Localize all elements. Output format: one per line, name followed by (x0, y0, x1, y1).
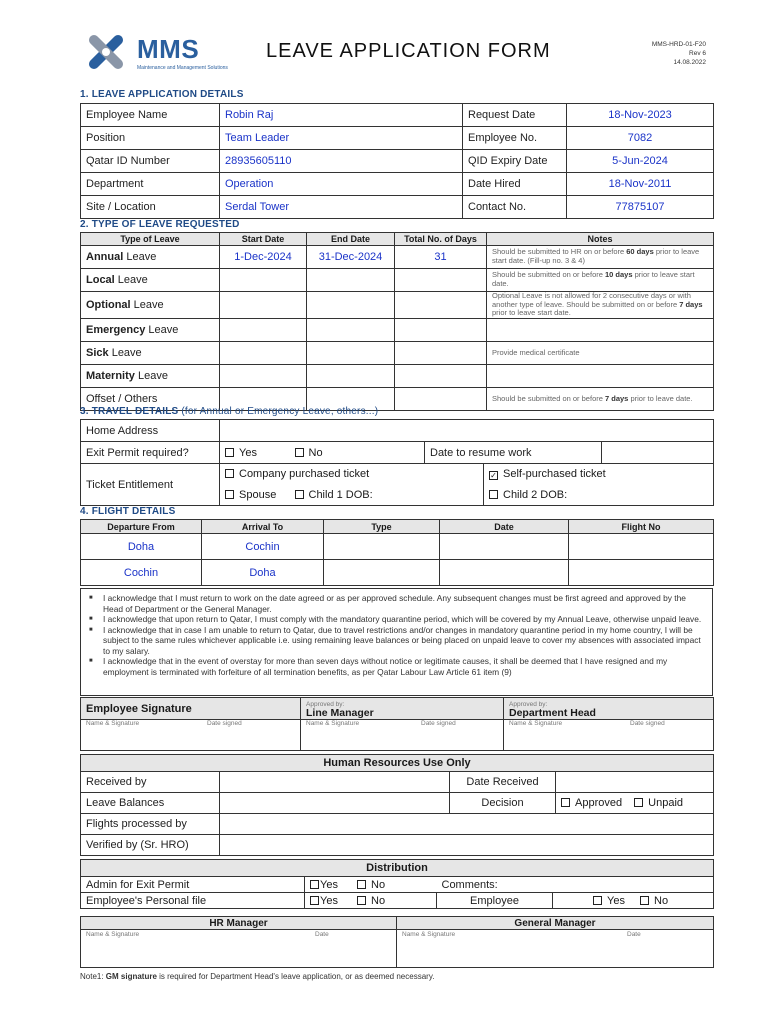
employee-label: Employee (437, 893, 553, 909)
date-signed-label: Date signed (630, 720, 665, 727)
name-signature-label: Name & Signature (509, 720, 563, 727)
detail-value[interactable]: 18-Nov-2023 (567, 104, 714, 127)
note-text: Provide medical certificate (492, 347, 580, 357)
declarations-box (80, 588, 713, 696)
gm-label: General Manager (397, 917, 714, 930)
total-days-cell[interactable] (395, 387, 487, 410)
flight-no-cell[interactable] (569, 534, 714, 560)
leave-type-row (81, 364, 714, 387)
detail-label: Employee No. (463, 127, 567, 150)
logo-subtitle: Maintenance and Management Solutions (137, 65, 228, 71)
name-signature-label: Name & Signature (86, 931, 140, 938)
end-date-cell[interactable] (307, 341, 395, 364)
unpaid-checkbox[interactable] (634, 798, 643, 807)
leave-details-table (80, 103, 714, 219)
leave-note (487, 387, 714, 410)
date-cell[interactable] (440, 560, 569, 586)
start-date-cell[interactable] (220, 364, 307, 387)
col-notes: Notes (487, 233, 714, 246)
leave-note (487, 292, 714, 319)
checkbox[interactable] (295, 490, 304, 499)
leave-type-table (80, 232, 714, 411)
logo-mark-icon (80, 26, 132, 78)
leave-type-name: Emergency (86, 323, 146, 336)
end-date-cell[interactable] (307, 318, 395, 341)
note-text: Optional Leave is not allowed for 2 consecutive days or with another type of leave. Should be submitted on or before (492, 291, 691, 309)
yes-checkbox[interactable] (310, 896, 319, 905)
note-text: prior to leave start date. (Fill-up no. 3 & 4) (492, 247, 700, 265)
leave-type-suffix: Leave (114, 274, 148, 286)
section4-heading: 4. FLIGHT DETAILS (80, 506, 176, 517)
leave-note (487, 341, 714, 364)
line-manager-cell (301, 698, 504, 720)
leave-type-name: Optional (86, 298, 131, 311)
detail-row (81, 127, 714, 150)
comments-label: Comments: (437, 877, 714, 893)
leave-type-row (81, 269, 714, 292)
note-text: Should be submitted on or before (492, 270, 605, 280)
section3-note: (for Annual or Emergency Leave, others...) (181, 406, 379, 417)
hr-heading: Human Resources Use Only (81, 755, 714, 772)
declaration-item: ■ I acknowledge that I must return to work on the date agreed or as per approved schedule. Any subsequent changes must be first agreed and approved by the Head of Department or the General Manager. (89, 593, 704, 614)
resume-date-label: Date to resume work (425, 442, 602, 464)
approved-by-label: Approved by: (509, 700, 548, 708)
personal-file-label: Employee's Personal file (81, 893, 305, 909)
leave-note (487, 364, 714, 387)
no-checkbox[interactable] (357, 896, 366, 905)
detail-value[interactable]: Serdal Tower (220, 196, 463, 219)
leave-note (487, 246, 714, 269)
leave-type-row (81, 246, 714, 269)
no-label: No (371, 878, 386, 891)
declaration-item: ■ I acknowledge that in case I am unable to return to Qatar, due to travel restrictions and/or changes in mandatory quarantine period in my home country, I will be subject to the same rules whichever applicable i.e. using remaining leave balances or being placed on unpaid leave to cover my absences with associated impact to my salary. (89, 625, 704, 657)
decision-options (556, 793, 714, 814)
leave-type-suffix: Leave (123, 251, 157, 263)
detail-label: Date Hired (463, 173, 567, 196)
no-checkbox[interactable] (357, 880, 366, 889)
detail-value[interactable]: 5-Jun-2024 (567, 150, 714, 173)
home-address-label: Home Address (81, 420, 220, 442)
note-emphasis: 7 days (605, 393, 629, 403)
footnote-text: is required for Department Head's leave application, or as deemed necessary. (156, 972, 435, 981)
detail-row (81, 173, 714, 196)
note-emphasis: 10 days (605, 270, 633, 280)
end-date-cell[interactable] (307, 364, 395, 387)
exit-permit-no[interactable] (290, 442, 425, 464)
no-label: No (654, 894, 669, 907)
received-by-label: Received by (81, 772, 220, 793)
total-days-cell[interactable] (395, 318, 487, 341)
start-date-cell[interactable] (220, 292, 307, 319)
detail-row (81, 150, 714, 173)
detail-row (81, 196, 714, 219)
departure-cell[interactable]: Doha (81, 534, 202, 560)
doc-revision: Rev 6 (689, 50, 706, 57)
detail-label: Request Date (463, 104, 567, 127)
section1-heading: 1. LEAVE APPLICATION DETAILS (80, 89, 244, 100)
checkbox-checked[interactable]: ✓ (490, 471, 497, 481)
leave-type-name: Local (86, 274, 115, 286)
leave-type-row (81, 318, 714, 341)
leave-type-cell (81, 269, 220, 292)
dept-head-signature-field[interactable] (504, 720, 714, 751)
flight-details-table (80, 519, 714, 586)
detail-row (81, 104, 714, 127)
detail-label: QID Expiry Date (463, 150, 567, 173)
detail-label: Qatar ID Number (81, 150, 220, 173)
detail-label: Position (81, 127, 220, 150)
no-label: No (371, 894, 386, 907)
child2-option[interactable] (484, 485, 714, 506)
yes-checkbox[interactable] (593, 896, 602, 905)
leave-type-name: Sick (86, 346, 109, 359)
note-text: Should be submitted on or before (492, 393, 605, 403)
date-received-label: Date Received (450, 772, 556, 793)
col-flight-no: Flight No (569, 520, 714, 534)
leave-note (487, 269, 714, 292)
note-text: prior to leave start date. (492, 308, 571, 318)
no-checkbox[interactable] (640, 896, 649, 905)
col-end-date: End Date (307, 233, 395, 246)
detail-label: Employee Name (81, 104, 220, 127)
gm-signature-field[interactable] (397, 930, 714, 968)
company-logo (80, 26, 228, 78)
date-label: Date (315, 931, 329, 938)
detail-label: Contact No. (463, 196, 567, 219)
total-days-cell[interactable] (395, 292, 487, 319)
admin-exit-permit-label: Admin for Exit Permit (81, 877, 305, 893)
child2-label: Child 2 DOB: (503, 488, 568, 501)
leave-type-cell (81, 246, 220, 269)
received-by-field[interactable] (220, 772, 450, 793)
exit-permit-yes[interactable] (220, 442, 290, 464)
section2-heading: 2. TYPE OF LEAVE REQUESTED (80, 219, 240, 230)
detail-value[interactable]: Robin Raj (220, 104, 463, 127)
flight-row (81, 560, 714, 586)
dept-head-label: Department Head (509, 706, 596, 719)
date-label: Date (627, 931, 641, 938)
leave-type-row (81, 341, 714, 364)
note-text: Should be submitted to HR on or before (492, 247, 627, 257)
unpaid-label: Unpaid (648, 797, 684, 809)
yes-label: Yes (320, 894, 338, 907)
resume-date-field[interactable] (602, 442, 714, 464)
no-label: No (308, 446, 323, 459)
detail-label: Department (81, 173, 220, 196)
doc-code-number: MMS-HRD-01-F20 (651, 41, 706, 48)
start-date-cell[interactable] (220, 269, 307, 292)
line-manager-label: Line Manager (306, 706, 374, 719)
note-text: prior to leave start date. (492, 270, 695, 288)
leave-type-name: Annual (86, 251, 124, 263)
home-address-field[interactable] (220, 420, 714, 442)
total-days-cell[interactable] (395, 364, 487, 387)
doc-date: 14.08.2022 (673, 59, 706, 66)
flight-no-cell[interactable] (569, 560, 714, 586)
child1-option[interactable] (290, 485, 484, 506)
col-total-days: Total No. of Days (395, 233, 487, 246)
detail-value[interactable]: Team Leader (220, 127, 463, 150)
declaration-item: ■ I acknowledge that upon return to Qatar, I must comply with the mandatory quarantine period, which will be covered by my Annual Leave, otherwise unpaid leave. (89, 614, 704, 625)
travel-details-table (80, 419, 714, 506)
end-date-cell[interactable] (307, 269, 395, 292)
total-days-cell[interactable] (395, 269, 487, 292)
section3-heading (80, 406, 378, 417)
declaration-item: ■ I acknowledge that in the event of overstay for more than seven days without notice or legitimate causes, it shall be deemed that I have resigned and my employment is terminated with forfeiture of all termination benefits, as per Qatar Labour Law Article 61 item (9) (89, 656, 704, 677)
leave-type-suffix: Leave (134, 369, 168, 382)
leave-type-suffix: Leave (130, 298, 164, 311)
leave-type-row (81, 292, 714, 319)
logo-text: MMS (137, 34, 200, 64)
yes-label: Yes (320, 878, 338, 891)
note-emphasis: 7 days (679, 299, 703, 309)
detail-value[interactable]: 7082 (567, 127, 714, 150)
col-arrival: Arrival To (202, 520, 324, 534)
exit-permit-label: Exit Permit required? (81, 442, 220, 464)
flight-row (81, 534, 714, 560)
child1-label: Child 1 DOB: (308, 488, 373, 501)
decision-label: Decision (450, 793, 556, 814)
admin-options (305, 877, 437, 893)
col-departure: Departure From (81, 520, 202, 534)
employee-signature-field[interactable] (81, 720, 301, 751)
arrival-cell[interactable]: Cochin (202, 534, 324, 560)
leave-type-suffix: Offset / Others (86, 392, 158, 405)
arrival-cell[interactable]: Doha (202, 560, 324, 586)
distribution-heading: Distribution (81, 860, 714, 877)
footnote (80, 972, 434, 981)
personal-file-options (305, 893, 437, 909)
checkbox[interactable] (225, 490, 234, 499)
col-type-of-leave: Type of Leave (81, 233, 220, 246)
date-signed-label: Date signed (421, 720, 456, 727)
date-received-field[interactable] (556, 772, 714, 793)
leave-note (487, 318, 714, 341)
type-cell[interactable] (324, 534, 440, 560)
end-date-cell[interactable] (307, 292, 395, 319)
checkbox[interactable] (489, 490, 498, 499)
detail-value[interactable]: 18-Nov-2011 (567, 173, 714, 196)
leave-balances-label: Leave Balances (81, 793, 220, 814)
col-date: Date (440, 520, 569, 534)
leave-balances-field[interactable] (220, 793, 450, 814)
col-start-date: Start Date (220, 233, 307, 246)
detail-value[interactable]: Operation (220, 173, 463, 196)
approved-label: Approved (575, 797, 623, 809)
ticket-entitlement-label: Ticket Entitlement (81, 464, 220, 506)
form-title: LEAVE APPLICATION FORM (266, 40, 551, 62)
name-signature-label: Name & Signature (86, 720, 140, 727)
checkbox[interactable] (295, 448, 304, 457)
verified-by-label: Verified by (Sr. HRO) (81, 835, 220, 856)
start-date-cell[interactable] (220, 341, 307, 364)
footnote-emphasis: GM signature (105, 972, 157, 981)
col-type: Type (324, 520, 440, 534)
note-emphasis: 60 days (626, 247, 654, 257)
line-manager-signature-field[interactable] (301, 720, 504, 751)
approved-by-label: Approved by: (306, 700, 345, 708)
section3-title: 3. TRAVEL DETAILS (80, 406, 179, 417)
leave-type-cell (81, 318, 220, 341)
flights-processed-field[interactable] (220, 814, 714, 835)
yes-label: Yes (239, 446, 257, 459)
leave-type-suffix: Leave (145, 323, 179, 336)
departure-cell[interactable]: Cochin (81, 560, 202, 586)
leave-type-cell (81, 341, 220, 364)
yes-label: Yes (607, 894, 625, 907)
managers-table (80, 916, 714, 968)
checkbox[interactable] (225, 469, 234, 478)
name-signature-label: Name & Signature (306, 720, 360, 727)
detail-value[interactable]: 28935605110 (220, 150, 463, 173)
signature-table (80, 697, 714, 751)
leave-type-suffix: Leave (108, 346, 142, 359)
employee-options (553, 893, 714, 909)
self-ticket-option[interactable] (484, 464, 714, 485)
approved-checkbox[interactable] (561, 798, 570, 807)
start-date-cell[interactable]: 1-Dec-2024 (220, 246, 307, 269)
yes-checkbox[interactable] (310, 880, 319, 889)
total-days-cell[interactable]: 31 (395, 246, 487, 269)
leave-type-name: Maternity (86, 369, 135, 382)
detail-value[interactable]: 77875107 (567, 196, 714, 219)
hr-manager-label: HR Manager (81, 917, 397, 930)
company-ticket-option[interactable] (220, 464, 484, 485)
flights-processed-label: Flights processed by (81, 814, 220, 835)
doc-code (652, 40, 706, 67)
spouse-option[interactable] (220, 485, 290, 506)
footnote-prefix: Note1: (80, 972, 106, 981)
leave-type-cell (81, 364, 220, 387)
self-ticket-label: Self-purchased ticket (503, 468, 606, 481)
hr-use-table (80, 754, 714, 856)
verified-by-field[interactable] (220, 835, 714, 856)
dept-head-cell (504, 698, 714, 720)
leave-type-cell (81, 292, 220, 319)
date-signed-label: Date signed (207, 720, 242, 727)
note-text: prior to leave date. (628, 393, 693, 403)
type-cell[interactable] (324, 560, 440, 586)
start-date-cell[interactable] (220, 318, 307, 341)
detail-label: Site / Location (81, 196, 220, 219)
spouse-label: Spouse (239, 488, 277, 501)
total-days-cell[interactable] (395, 341, 487, 364)
company-ticket-label: Company purchased ticket (239, 468, 370, 481)
employee-signature-label: Employee Signature (81, 698, 301, 720)
end-date-cell[interactable]: 31-Dec-2024 (307, 246, 395, 269)
hr-manager-signature-field[interactable] (81, 930, 397, 968)
date-cell[interactable] (440, 534, 569, 560)
distribution-table (80, 859, 714, 909)
checkbox[interactable] (225, 448, 234, 457)
name-signature-label: Name & Signature (402, 931, 456, 938)
